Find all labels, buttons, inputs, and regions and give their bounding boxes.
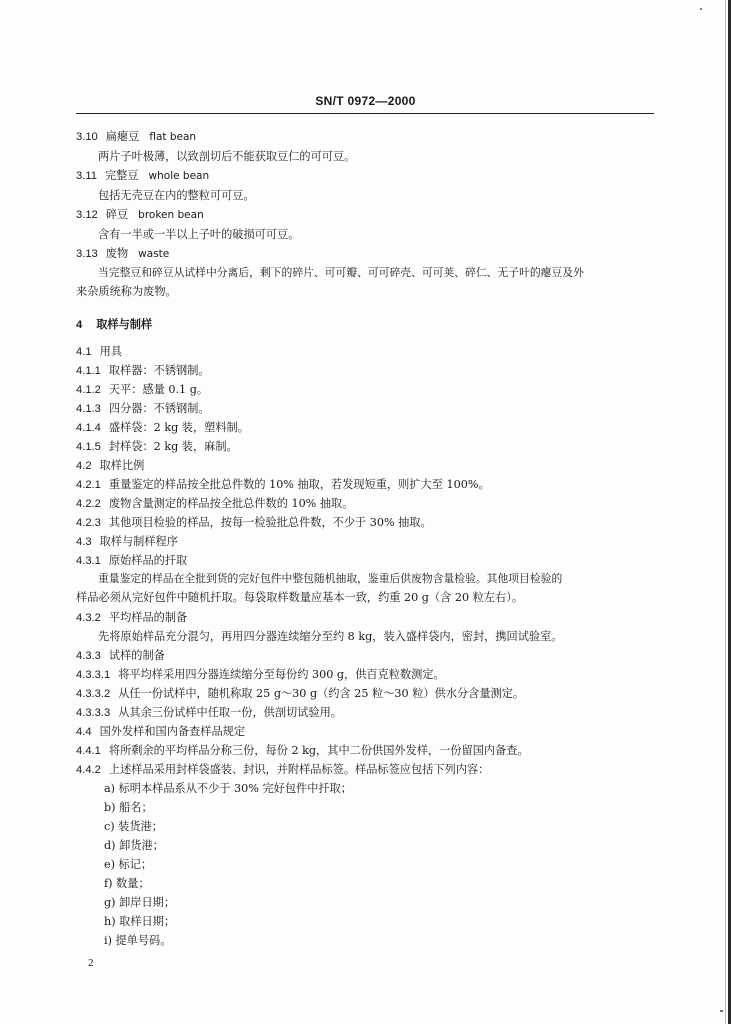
section-title: 取样与制样: [96, 319, 153, 331]
clause-text: 废物含量测定的样品按全批总件数的 10% 抽取。: [108, 497, 354, 510]
term-english: whole bean: [148, 170, 210, 182]
clause-text: 取样器：不锈钢制。: [108, 364, 210, 377]
list-item: a) 标明本样品系从不少于 30% 完好包件中扦取；: [104, 782, 352, 795]
scan-edge-line: [725, 0, 726, 1024]
term-english: broken bean: [138, 209, 204, 221]
list-item: c) 装货港；: [104, 820, 163, 833]
clause: [76, 687, 524, 701]
clause-number: 4.1.1: [76, 365, 101, 377]
clause-text: 取样比例: [99, 459, 145, 472]
paragraph-text: 样品必须从完好包件中随机扦取。每袋取样数量应基本一致，约重 20 g（含 20 粒左右）。: [76, 591, 524, 604]
clause-number: 4.2: [76, 460, 92, 472]
clause-text: 天平：感量 0.1 g。: [108, 383, 209, 396]
clause-number: 4.1.4: [76, 422, 101, 434]
clause-text: 将所剩余的平均样品分称三份，每份 2 kg，其中二份供国外发样，一份留国内备查。: [108, 744, 529, 757]
definition-text: 包括无壳豆在内的整粒可可豆。: [98, 189, 255, 202]
clause-number: 4.3.1: [76, 555, 101, 567]
list-item: e) 标记；: [104, 858, 153, 871]
clause-text: 原始样品的扦取: [108, 554, 188, 567]
clause-text: 上述样品采用封样袋盛装、封识，并附样品标签。样品标签应包括下列内容：: [108, 763, 490, 776]
term: 扁瘪豆: [105, 130, 140, 143]
definition-text: 当完整豆和碎豆从试样中分离后，剩下的碎片、可可瓣、可可碎壳、可可荚、碎仁、无子叶的瘪豆及外: [98, 266, 584, 279]
definition-3-11: [76, 169, 209, 183]
list-item: b) 船名；: [104, 801, 153, 814]
clause: [76, 421, 249, 435]
definition-3-12: [76, 208, 204, 222]
clause-text: 重量鉴定的样品按全批总件数的 10% 抽取，若发现短重，则扩大至 100%。: [108, 478, 490, 491]
list-item: h) 取样日期；: [104, 915, 176, 928]
clause-number: 3.13: [76, 248, 98, 260]
clause: [76, 554, 187, 568]
term-english: flat bean: [149, 131, 197, 143]
clause: [76, 744, 529, 758]
scan-speck: [700, 8, 702, 10]
clause: [76, 649, 165, 663]
clause-text: 封样袋：2 kg 装，麻制。: [108, 440, 238, 453]
clause-number: 4.4.1: [76, 745, 101, 757]
clause-number: 3.10: [76, 131, 98, 143]
clause-number: 4.2.3: [76, 517, 101, 529]
list-item: f) 数量；: [104, 877, 150, 890]
clause-number: 4.1.3: [76, 403, 101, 415]
clause: [76, 668, 445, 682]
clause: [76, 345, 122, 359]
definition-text: 含有一半或一半以上子叶的破损可可豆。: [98, 228, 300, 241]
clause-number: 4.4.2: [76, 764, 101, 776]
clause-text: 国外发样和国内备查样品规定: [99, 725, 246, 738]
clause: [76, 516, 432, 530]
clause-text: 其他项目检验的样品，按每一检验批总件数，不少于 30% 抽取。: [108, 516, 432, 529]
clause-number: 4.3.2: [76, 612, 101, 624]
clause-number: 4.1.2: [76, 384, 101, 396]
definition-text-cont: 来杂质统称为废物。: [76, 285, 177, 298]
list-item: i) 提单号码。: [104, 934, 172, 947]
clause-number: 4.3.3.1: [76, 669, 111, 681]
list-item: g) 卸岸日期；: [104, 896, 176, 909]
page-number: 2: [88, 957, 94, 969]
clause: [76, 725, 245, 739]
clause-text: 盛样袋：2 kg 装，塑料制。: [108, 421, 249, 434]
clause: [76, 706, 342, 720]
clause-number: 4.1: [76, 346, 92, 358]
clause-number: 4.2.1: [76, 479, 101, 491]
clause: [76, 611, 187, 625]
paragraph-text: 先将原始样品充分混匀，再用四分器连续缩分至约 8 kg，装入盛样袋内，密封，携回试验室。: [98, 630, 563, 643]
clause-number: 3.12: [76, 209, 98, 221]
definition-3-13: [76, 247, 169, 261]
term: 碎豆: [105, 208, 129, 221]
clause-number: 4.3.3.2: [76, 688, 111, 700]
term-english: waste: [138, 248, 170, 260]
clause-number: 4.1.5: [76, 441, 101, 453]
clause-text: 取样与制样程序: [99, 535, 178, 548]
clause: [76, 478, 490, 492]
clause: [76, 364, 210, 378]
definition-text: 两片子叶极薄，以致剖切后不能获取豆仁的可可豆。: [98, 150, 356, 163]
clause-number: 4.2.2: [76, 498, 101, 510]
clause: [76, 383, 208, 397]
term: 废物: [105, 247, 129, 260]
clause-text: 四分器：不锈钢制。: [108, 402, 210, 415]
clause-text: 从其余三份试样中任取一份，供剖切试验用。: [118, 706, 342, 719]
section-heading-4: [76, 318, 152, 332]
clause-number: 4.4: [76, 726, 92, 738]
clause-number: 4.3: [76, 536, 92, 548]
clause-text: 平均样品的制备: [108, 611, 188, 624]
clause: [76, 402, 210, 416]
clause: [76, 497, 353, 511]
clause-text: 试样的制备: [108, 649, 165, 662]
clause-text: 用具: [99, 345, 122, 358]
clause: [76, 440, 238, 454]
definition-3-10: [76, 130, 196, 144]
document-header: SN/T 0972—2000: [315, 94, 416, 108]
list-item: d) 卸货港；: [104, 839, 164, 852]
paragraph-text: 重量鉴定的样品在全批到货的完好包件中整包随机抽取，鉴重后供废物含量检验。其他项目检验的: [98, 572, 563, 585]
scan-speck: [720, 1010, 723, 1012]
clause-number: 4.3.3: [76, 650, 101, 662]
clause-text: 从任一份试样中，随机称取 25 g～30 g（约含 25 粒～30 粒）供水分含量测定。: [118, 687, 525, 700]
clause-number: 4.3.3.3: [76, 707, 111, 719]
clause: [76, 763, 489, 777]
section-number: 4: [76, 319, 83, 331]
clause-text: 将平均样采用四分器连续缩分至每份约 300 g，供百克粒数测定。: [118, 668, 445, 681]
clause-number: 3.11: [76, 170, 97, 182]
header-rule: [76, 113, 654, 114]
clause: [76, 459, 144, 473]
clause: [76, 535, 178, 549]
term: 完整豆: [104, 169, 139, 182]
